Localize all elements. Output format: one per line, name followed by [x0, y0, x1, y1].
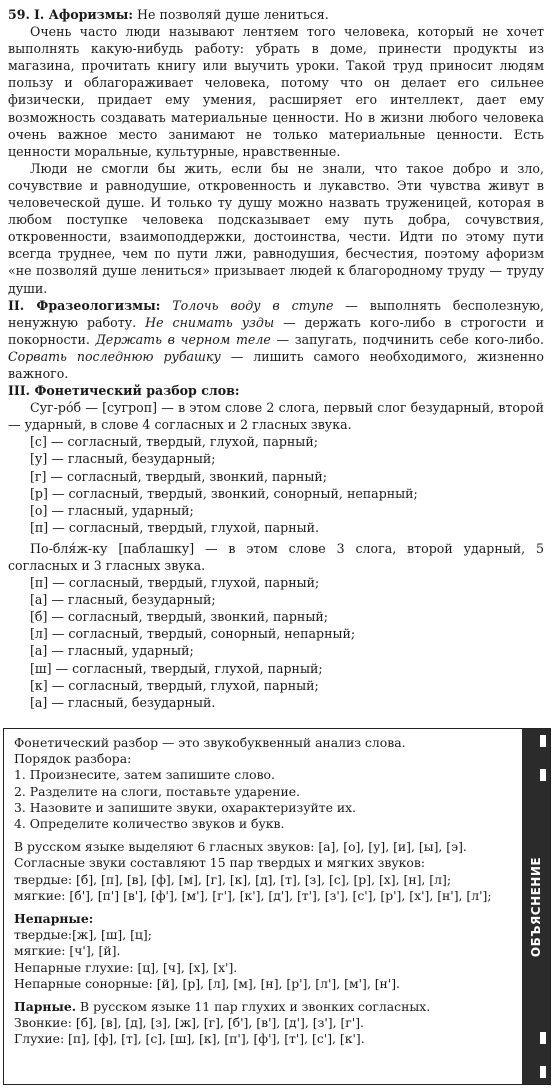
ruler-mark — [540, 1032, 546, 1044]
aphorisms-label: I. Афоризмы: — [33, 7, 134, 22]
list-item: [р] — согласный, твердый, звонкий, сонорный, непарный; — [30, 485, 418, 501]
word-2-summary: По-бля́ж-ку [паблашку] — в этом слове 3 слога, второй ударный, 5 согласных и 3 гласных звука. — [8, 540, 544, 573]
explanation-box — [3, 728, 551, 1085]
list-item: [а] — гласный, безударный. — [30, 694, 216, 710]
explanation-content — [14, 735, 516, 1048]
list-item: [у] — гласный, безударный; — [30, 451, 216, 467]
phonetic-analysis-label: III. Фонетический разбор слов: — [8, 383, 240, 399]
order-heading: Порядок разбора: — [14, 751, 132, 767]
list-item: [к] — согласный, твердый, глухой, парный; — [30, 677, 319, 693]
unpaired-heading — [14, 911, 516, 927]
step-4: 4. Определите количество звуков и букв. — [14, 816, 285, 832]
list-item: [а] — гласный, ударный; — [30, 643, 194, 659]
phrase-4-definition: — лишить самого необходимого, жизненно важного. — [8, 348, 544, 381]
vowels-info: В русском языке выделяют 6 гласных звуков: [а], [о], [у], [и], [ы], [э]. — [14, 839, 467, 855]
unpaired-label: Непарные: — [14, 911, 94, 927]
ruler-mark — [540, 1066, 546, 1078]
unpaired-soft: мягкие: [ч'], [й]. — [14, 943, 121, 959]
soft-consonants: мягкие: [б'], [п'] [в'], [ф'], [м'], [г'], [к'], [д'], [т'], [з'], [с'], [р'], [х'], [н'], [л']; — [14, 887, 492, 903]
paragraph-2: Люди не смогли бы жить, если бы не знали, что такое добро и зло, сочувствие и равнодушие, откровенность и лукавство. Эти чувства живут в человеческой душе. И только ту душу можно назвать труженицей, которая в любом поступке человека подсказывает ему путь добра, сочувствия, откровенности, взаимоподдержки, достоинства, чести. Идти по этому пути всегда труднее, чем по пути лжи, равнодушия, бесчестия, поэтому афоризм «не позволяй душе лениться» призывает людей к благородному труду — труду души. — [8, 160, 544, 296]
paired-info — [14, 999, 516, 1015]
phrase-2: Не снимать узды — [145, 314, 275, 330]
aphorism-title: Не позволяй душе лениться. — [133, 7, 329, 22]
ruler-mark — [540, 735, 546, 747]
list-item: [ш] — согласный, твердый, глухой, парный; — [30, 660, 323, 676]
explanation-label: ОБЪЯСНЕНИЕ — [529, 856, 543, 957]
unpaired-sonorant: Непарные сонорные: [й], [р], [л], [м], [н], [р'], [л'], [м'], [н']. — [14, 975, 400, 991]
list-item: [п] — согласный, твердый, глухой, парный; — [30, 575, 320, 591]
step-1: 1. Произнесите, затем запишите слово. — [14, 767, 275, 783]
step-2: 2. Разделите на слоги, поставьте ударение. — [14, 783, 301, 799]
list-item: [г] — согласный, твердый, звонкий, парный; — [30, 468, 328, 484]
phrase-4: Сорвать последнюю рубашку — [8, 348, 221, 364]
word-1-summary: Суг-рόб — [сугроп] — в этом слове 2 слога, первый слог безударный, второй — ударный, в слове 4 согласных и 2 гласных звука. — [8, 400, 544, 433]
step-3: 3. Назовите и запишите звуки, охарактеризуйте их. — [14, 799, 357, 815]
paired-text: В русском языке 11 пар глухих и звонких согласных. — [76, 999, 431, 1015]
list-item: [п] — согласный, твердый, глухой, парный. — [30, 519, 320, 535]
list-item: [а] — гласный, безударный; — [30, 592, 216, 608]
unpaired-hard: твердые:[ж], [ш], [ц]; — [14, 927, 152, 943]
paragraph-1: Очень часто люди называют лентяем того человека, который не хочет выполнять какую-нибудь работу: убрать в доме, принести продукты из магазина, прочитать книгу или выучить уроки. Такой труд приносит людям пользу и облагораживает человека, потому что он делает его сильнее физически, придает ему умения, расширяет его интеллект, дает ему возможность создавать материальные ценности. Но в жизни любого человека очень важное место занимают не только материальные ценности. Есть ценности моральные, культурные, нравственные. — [8, 24, 544, 159]
consonants-heading: Согласные звуки составляют 15 пар твердых и мягких звуков: — [14, 855, 425, 871]
phraseology-section — [8, 297, 544, 382]
phrase-3: Держать в черном теле — [95, 331, 271, 347]
ruler-mark — [540, 769, 546, 781]
phraseology-label: II. Фразеологизмы: — [8, 297, 161, 313]
list-item: [с] — согласный, твердый, глухой, парный; — [30, 434, 318, 450]
phrase-1: Толочь воду в ступе — [172, 297, 334, 313]
voiceless-consonants: Глухие: [п], [ф], [т], [с], [ш], [к], [п'], [ф'], [т'], [с'], [к']. — [14, 1031, 365, 1047]
definition: Фонетический разбор — это звукобуквенный анализ слова. — [14, 735, 406, 750]
explanation-sidebar — [522, 729, 550, 1084]
phonetic-analysis-heading — [8, 382, 544, 399]
section-1-heading — [8, 6, 544, 23]
voiced-consonants: Звонкие: [б], [в], [д], [з], [ж], [г], [б'], [в'], [д'], [з'], [г']. — [14, 1015, 364, 1031]
word-1-sounds — [8, 433, 544, 536]
word-2-sounds — [8, 574, 544, 711]
phrase-2-definition: — держать кого-либо в строгости и покорности. — [8, 314, 544, 347]
phrase-1-definition: — выполнять бесполезную, ненужную работу. — [8, 297, 544, 330]
list-item: [о] — гласный, ударный; — [30, 502, 194, 518]
exercise-number: 59. — [8, 7, 30, 22]
paired-label: Парные. — [14, 999, 77, 1015]
list-item: [б] — согласный, твердый, звонкий, парный; — [30, 609, 328, 625]
list-item: [л] — согласный, твердый, сонорный, непарный; — [30, 626, 356, 642]
unpaired-voiceless: Непарные глухие: [ц], [ч], [х], [х']. — [14, 959, 238, 975]
hard-consonants: твердые: [б], [п], [в], [ф], [м], [г], [к], [д], [т], [з], [с], [р], [х], [н], [л]; — [14, 871, 452, 887]
phrase-3-definition: — запугать, подчинить себе кого-либо. — [270, 331, 544, 347]
